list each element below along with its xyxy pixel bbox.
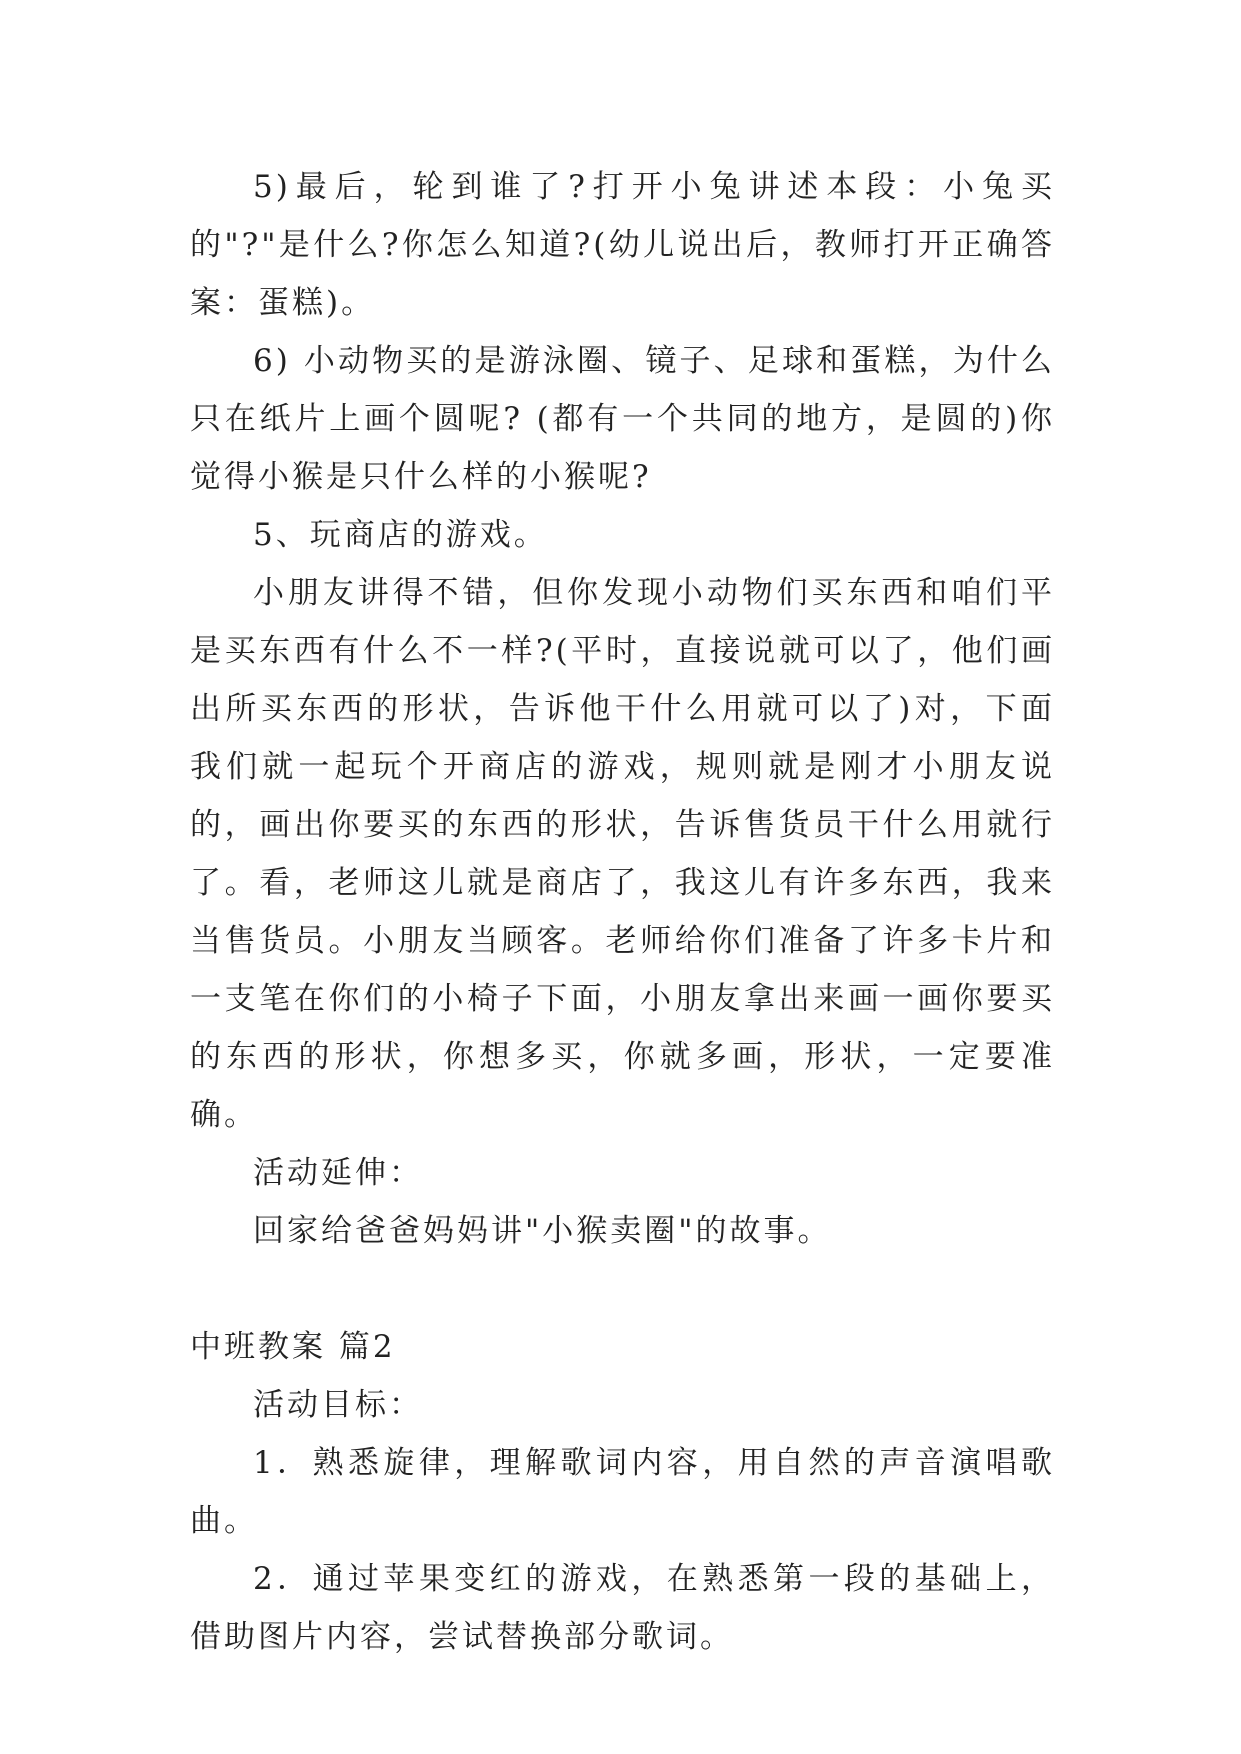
paragraph-extension: 回家给爸爸妈妈讲"小猴卖圈"的故事。 [253, 1213, 832, 1249]
paragraph-shop-game: 小朋友讲得不错，但你发现小动物们买东西和咱们平是买东西有什么不一样?(平时，直接说就可以了，他们画出所买东西的形状，告诉他干什么用就可以了)对，下面我们就一起玩个开商店的游戏，规则就是刚才小朋友说的，画出你要买的东西的形状，告诉售货员干什么用就行了。看，老师这儿就是商店了，我这儿有许多东西，我来当售货员。小朋友当顾客。老师给你们准备了许多卡片和一支笔在你们的小椅子下面，小朋友拿出来画一画你要买的东西的形状，你想多买，你就多画，形状，一定要准确。 [190, 575, 1055, 1133]
paragraph-step-5: 5)最后，轮到谁了?打开小兔讲述本段：小兔买的"?"是什么?你怎么知道?(幼儿说出后，教师打开正确答案：蛋糕)。 [190, 169, 1055, 321]
paragraph-step-6: 6) 小动物买的是游泳圈、镜子、足球和蛋糕，为什么只在纸片上画个圆呢? (都有一个共同的地方，是圆的)你觉得小猴是只什么样的小猴呢? [190, 343, 1055, 495]
paragraph-goal-1: 1．熟悉旋律，理解歌词内容，用自然的声音演唱歌曲。 [190, 1445, 1055, 1539]
paragraph-shop-game-heading: 5、玩商店的游戏。 [253, 517, 548, 553]
section-spacer [190, 1260, 1055, 1318]
document-body [190, 158, 1055, 1666]
section-title: 中班教案 篇2 [190, 1329, 396, 1365]
paragraph-extension-heading: 活动延伸： [253, 1155, 423, 1191]
paragraph-goal-2: 2．通过苹果变红的游戏，在熟悉第一段的基础上，借助图片内容，尝试替换部分歌词。 [190, 1561, 1055, 1655]
paragraph-goals-heading: 活动目标： [253, 1387, 423, 1423]
